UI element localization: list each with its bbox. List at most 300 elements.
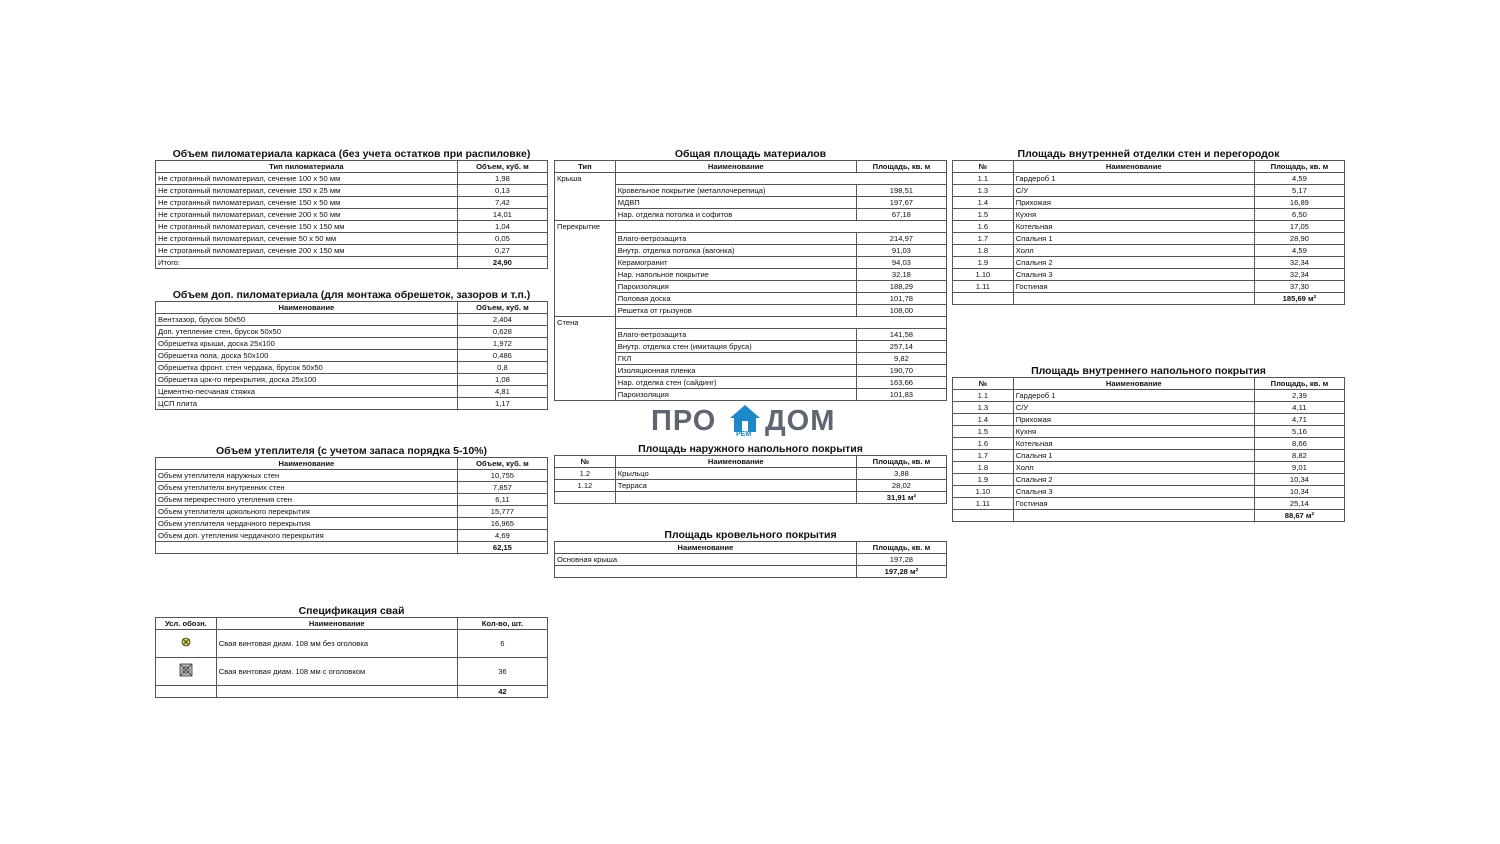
row-name: МДВП [615, 197, 856, 209]
col-type-header: Тип [555, 161, 616, 173]
group-spacer [555, 353, 616, 365]
row-number: 1.1 [953, 173, 1014, 185]
row-name: Обрешетка пола, доска 50х100 [156, 350, 458, 362]
table-row [156, 221, 548, 233]
pile-name: Свая винтовая диам. 108 мм без оголовка [216, 630, 457, 658]
row-value: 4,59 [1254, 173, 1344, 185]
row-name: С/У [1013, 185, 1254, 197]
group-spacer [555, 257, 616, 269]
col-name-header: Наименование [555, 542, 857, 554]
row-name: Внутр. отделка стен (имитация бруса) [615, 341, 856, 353]
materials-title: Общая площадь материалов [674, 148, 827, 160]
row-name: Гардероб 1 [1013, 173, 1254, 185]
row-value: 28,02 [856, 480, 946, 492]
frame-lumber-block [155, 148, 548, 269]
total-value: 31,91 м² [856, 492, 946, 504]
row-name: Основная крыша [555, 554, 857, 566]
row-number: 1.8 [953, 245, 1014, 257]
col-area-header: Площадь, кв. м [1254, 161, 1344, 173]
row-name: Объем утеплителя внутренних стен [156, 482, 458, 494]
row-name: Гардероб 1 [1013, 390, 1254, 402]
row-number: 1.6 [953, 221, 1014, 233]
row-name: Не строганный пиломатериал, сечение 150 х 25 мм [156, 185, 458, 197]
row-value: 91,03 [856, 245, 946, 257]
table-row [555, 281, 947, 293]
table-row [555, 293, 947, 305]
row-value: 197,67 [856, 197, 946, 209]
col-name-header: Наименование [156, 302, 458, 314]
table-row [953, 498, 1345, 510]
row-value: 7,42 [457, 197, 547, 209]
row-number: 1.2 [555, 468, 616, 480]
logo-text-left: ПРО [651, 405, 717, 437]
row-number: 1.9 [953, 474, 1014, 486]
row-value: 197,28 [856, 554, 946, 566]
col-symbol-header: Усл. обозн. [156, 618, 217, 630]
table-row [156, 374, 548, 386]
row-value: 8,66 [1254, 438, 1344, 450]
row-value: 4,81 [457, 386, 547, 398]
row-name: ЦСП плита [156, 398, 458, 410]
col-volume-header: Объем, куб. м [457, 302, 547, 314]
row-name: Решетка от грызунов [615, 305, 856, 317]
group-name: Стена [555, 317, 616, 329]
col-name-header: Наименование [156, 458, 458, 470]
row-name: Холл [1013, 462, 1254, 474]
table-row [156, 658, 548, 686]
interior-walls-title: Площадь внутренней отделки стен и перегородок [1017, 148, 1280, 160]
table-row [555, 185, 947, 197]
extra-lumber-title: Объем доп. пиломатериала (для монтажа обрешеток, зазоров и т.п.) [172, 289, 531, 301]
total-label-empty [156, 542, 458, 554]
group-spacer [555, 389, 616, 401]
empty-cell [615, 221, 856, 233]
group-spacer [555, 185, 616, 197]
row-name: С/У [1013, 402, 1254, 414]
row-number: 1.8 [953, 462, 1014, 474]
row-name: Нар. отделка стен (сайдинг) [615, 377, 856, 389]
row-number: 1.10 [953, 486, 1014, 498]
group-name: Перекрытие [555, 221, 616, 233]
pile-no-cap-symbol [156, 630, 217, 658]
row-name: Пароизоляция [615, 281, 856, 293]
row-number: 1.7 [953, 450, 1014, 462]
table-row [953, 438, 1345, 450]
row-number: 1.4 [953, 197, 1014, 209]
row-value: 257,14 [856, 341, 946, 353]
row-value: 10,34 [1254, 474, 1344, 486]
row-value: 9,82 [856, 353, 946, 365]
group-spacer [555, 197, 616, 209]
group-spacer [555, 281, 616, 293]
extra-lumber-block [155, 289, 548, 410]
row-value: 4,69 [457, 530, 547, 542]
total-label: Итого: [156, 257, 458, 269]
table-row [555, 389, 947, 401]
col-number-header: № [953, 378, 1014, 390]
row-value: 2,39 [1254, 390, 1344, 402]
row-name: Котельная [1013, 221, 1254, 233]
prodom-logo [651, 404, 851, 442]
row-name: Спальня 3 [1013, 486, 1254, 498]
row-number: 1.10 [953, 269, 1014, 281]
pile-square-icon [179, 663, 193, 677]
row-value: 0,8 [457, 362, 547, 374]
table-row [953, 233, 1345, 245]
materials-table [554, 160, 947, 401]
table-row [156, 494, 548, 506]
row-name: Пароизоляция [615, 389, 856, 401]
roofing-title: Площадь кровельного покрытия [664, 529, 837, 541]
total-value: 24,90 [457, 257, 547, 269]
group-spacer [555, 245, 616, 257]
table-row [156, 506, 548, 518]
table-row [156, 314, 548, 326]
empty-cell [1013, 293, 1254, 305]
pile-name: Свая винтовая диам. 108 мм с оголовком [216, 658, 457, 686]
table-row [156, 233, 548, 245]
row-name: Объем утеплителя цокольного перекрытия [156, 506, 458, 518]
group-row [555, 317, 947, 329]
table-row [555, 341, 947, 353]
table-row [555, 329, 947, 341]
table-row [953, 185, 1345, 197]
row-name: Не строганный пиломатериал, сечение 50 х 50 мм [156, 233, 458, 245]
empty-cell [856, 173, 946, 185]
row-name: Вентзазор, брусок 50х50 [156, 314, 458, 326]
row-value: 10,755 [457, 470, 547, 482]
table-row [555, 365, 947, 377]
interior-walls-table [952, 160, 1345, 305]
group-row [555, 173, 947, 185]
table-row [953, 402, 1345, 414]
row-name: ГКЛ [615, 353, 856, 365]
row-value: 5,16 [1254, 426, 1344, 438]
col-name-header: Наименование [1013, 378, 1254, 390]
frame-lumber-title: Объем пиломатериала каркаса (без учета остатков при распиловке) [172, 148, 531, 160]
row-name: Влаго-ветрозащита [615, 329, 856, 341]
row-value: 198,51 [856, 185, 946, 197]
table-row-total [156, 686, 548, 698]
table-row [555, 257, 947, 269]
table-row [953, 245, 1345, 257]
row-name: Кровельное покрытие (металлочерепица) [615, 185, 856, 197]
total-value: 88,67 м² [1254, 510, 1344, 522]
row-name: Гостиная [1013, 281, 1254, 293]
table-row [156, 209, 548, 221]
row-value: 101,78 [856, 293, 946, 305]
row-value: 0,05 [457, 233, 547, 245]
row-name: Влаго-ветрозащита [615, 233, 856, 245]
row-name: Изоляционная пленка [615, 365, 856, 377]
row-number: 1.4 [953, 414, 1014, 426]
row-name: Не строганный пиломатериал, сечение 200 х 50 мм [156, 209, 458, 221]
table-row [555, 233, 947, 245]
table-row [156, 362, 548, 374]
pile-qty: 36 [457, 658, 547, 686]
group-spacer [555, 305, 616, 317]
table-row [156, 386, 548, 398]
row-value: 101,83 [856, 389, 946, 401]
row-name: Прихожая [1013, 197, 1254, 209]
row-name: Холл [1013, 245, 1254, 257]
table-row [953, 474, 1345, 486]
row-name: Спальня 3 [1013, 269, 1254, 281]
row-value: 1,17 [457, 398, 547, 410]
row-value: 94,03 [856, 257, 946, 269]
col-name-header: Наименование [1013, 161, 1254, 173]
row-number: 1.11 [953, 281, 1014, 293]
row-number: 1.3 [953, 402, 1014, 414]
row-value: 188,29 [856, 281, 946, 293]
table-row [156, 530, 548, 542]
empty-cell [615, 317, 856, 329]
empty-cell [156, 686, 217, 698]
row-value: 32,34 [1254, 269, 1344, 281]
row-number: 1.5 [953, 209, 1014, 221]
insulation-block [155, 445, 548, 554]
table-row [953, 450, 1345, 462]
row-name: Не строганный пиломатериал, сечение 200 х 150 мм [156, 245, 458, 257]
table-row [953, 257, 1345, 269]
table-row [156, 338, 548, 350]
empty-cell [555, 492, 616, 504]
row-name: Доп. утепление стен, брусок 50х50 [156, 326, 458, 338]
col-qty-header: Кол-во, шт. [457, 618, 547, 630]
col-volume-header: Объем, куб. м [457, 458, 547, 470]
row-name: Не строганный пиломатериал, сечение 150 х 50 мм [156, 197, 458, 209]
row-value: 108,00 [856, 305, 946, 317]
row-name: Половая доска [615, 293, 856, 305]
insulation-table [155, 457, 548, 554]
col-volume-header: Объем, куб. м [457, 161, 547, 173]
pile-qty: 6 [457, 630, 547, 658]
row-value: 7,857 [457, 482, 547, 494]
pile-cap-symbol [156, 658, 217, 686]
row-value: 0,486 [457, 350, 547, 362]
frame-lumber-table [155, 160, 548, 269]
col-area-header: Площадь, кв. м [856, 161, 946, 173]
table-row [953, 269, 1345, 281]
pile-circle-icon [181, 637, 191, 647]
row-value: 17,05 [1254, 221, 1344, 233]
empty-cell [216, 686, 457, 698]
row-name: Гостиная [1013, 498, 1254, 510]
row-value: 1,08 [457, 374, 547, 386]
row-name: Не строганный пиломатериал, сечение 100 х 50 мм [156, 173, 458, 185]
extra-lumber-table [155, 301, 548, 410]
empty-cell [856, 221, 946, 233]
row-name: Керамогранит [615, 257, 856, 269]
row-name: Обрешетка фронт. стен чердака, брусок 50х50 [156, 362, 458, 374]
table-row [953, 221, 1345, 233]
row-value: 0,27 [457, 245, 547, 257]
row-value: 0,628 [457, 326, 547, 338]
logo-text-right: ДОМ [765, 405, 836, 437]
empty-cell [953, 510, 1014, 522]
table-row [953, 486, 1345, 498]
table-row [953, 414, 1345, 426]
row-value: 6,50 [1254, 209, 1344, 221]
table-row [156, 185, 548, 197]
table-row [555, 480, 947, 492]
row-name: Спальня 1 [1013, 450, 1254, 462]
empty-cell [615, 173, 856, 185]
row-value: 8,82 [1254, 450, 1344, 462]
table-row [156, 482, 548, 494]
table-row [156, 630, 548, 658]
row-value: 9,01 [1254, 462, 1344, 474]
total-value: 197,28 м² [856, 566, 946, 578]
row-name: Объем утеплителя наружных стен [156, 470, 458, 482]
total-value: 42 [457, 686, 547, 698]
roofing-table [554, 541, 947, 578]
insulation-title: Объем утеплителя (с учетом запаса порядка 5-10%) [215, 445, 488, 457]
row-value: 190,70 [856, 365, 946, 377]
total-value: 185,69 м² [1254, 293, 1344, 305]
row-number: 1.9 [953, 257, 1014, 269]
house-icon [729, 404, 761, 434]
row-name: Спальня 1 [1013, 233, 1254, 245]
row-name: Обрешетка цок-го перекрытия, доска 25х100 [156, 374, 458, 386]
row-value: 32,34 [1254, 257, 1344, 269]
row-name: Не строганный пиломатериал, сечение 150 х 150 мм [156, 221, 458, 233]
group-spacer [555, 341, 616, 353]
group-name: Крыша [555, 173, 616, 185]
table-row [156, 518, 548, 530]
row-number: 1.11 [953, 498, 1014, 510]
row-value: 2,404 [457, 314, 547, 326]
group-spacer [555, 269, 616, 281]
row-name: Спальня 2 [1013, 474, 1254, 486]
col-number-header: № [953, 161, 1014, 173]
piles-table [155, 617, 548, 698]
row-value: 4,59 [1254, 245, 1344, 257]
exterior-floor-table [554, 455, 947, 504]
row-value: 163,66 [856, 377, 946, 389]
group-spacer [555, 377, 616, 389]
materials-block [554, 148, 947, 401]
table-row [156, 173, 548, 185]
col-number-header: № [555, 456, 616, 468]
row-value: 67,18 [856, 209, 946, 221]
table-row [555, 209, 947, 221]
row-value: 14,01 [457, 209, 547, 221]
row-number: 1.12 [555, 480, 616, 492]
row-value: 16,89 [1254, 197, 1344, 209]
row-value: 4,71 [1254, 414, 1344, 426]
row-name: Цементно-песчаная стяжка [156, 386, 458, 398]
row-name: Нар. напольное покрытие [615, 269, 856, 281]
col-type-header: Тип пиломатериала [156, 161, 458, 173]
col-name-header: Наименование [216, 618, 457, 630]
row-value: 1,98 [457, 173, 547, 185]
row-value: 16,965 [457, 518, 547, 530]
table-row [953, 173, 1345, 185]
table-row [555, 245, 947, 257]
row-number: 1.7 [953, 233, 1014, 245]
empty-cell [856, 317, 946, 329]
table-row [156, 197, 548, 209]
col-name-header: Наименование [615, 456, 856, 468]
row-name: Котельная [1013, 438, 1254, 450]
col-area-header: Площадь, кв. м [1254, 378, 1344, 390]
table-row [555, 353, 947, 365]
row-value: 37,30 [1254, 281, 1344, 293]
row-value: 141,58 [856, 329, 946, 341]
interior-floor-title: Площадь внутреннего напольного покрытия [1031, 365, 1266, 377]
group-spacer [555, 329, 616, 341]
row-value: 3,88 [856, 468, 946, 480]
row-value: 5,17 [1254, 185, 1344, 197]
exterior-floor-title: Площадь наружного напольного покрытия [638, 443, 863, 455]
row-name: Внутр. отделка потолка (вагонка) [615, 245, 856, 257]
col-name-header: Наименование [615, 161, 856, 173]
group-row [555, 221, 947, 233]
group-spacer [555, 233, 616, 245]
row-value: 32,18 [856, 269, 946, 281]
col-area-header: Площадь, кв. м [856, 456, 946, 468]
row-number: 1.5 [953, 426, 1014, 438]
group-spacer [555, 209, 616, 221]
piles-title: Спецификация свай [298, 605, 405, 617]
table-row [953, 209, 1345, 221]
table-row [555, 468, 947, 480]
row-name: Спальня 2 [1013, 257, 1254, 269]
empty-cell [615, 492, 856, 504]
row-value: 25,14 [1254, 498, 1344, 510]
table-row [953, 281, 1345, 293]
row-name: Кухня [1013, 209, 1254, 221]
table-row [953, 390, 1345, 402]
group-spacer [555, 365, 616, 377]
table-row [555, 269, 947, 281]
table-row [156, 326, 548, 338]
empty-cell [555, 566, 857, 578]
table-row [953, 197, 1345, 209]
piles-block [155, 605, 548, 698]
roofing-block [554, 529, 947, 578]
row-name: Объем перекрестного утепления стен [156, 494, 458, 506]
row-value: 6,11 [457, 494, 547, 506]
row-value: 214,97 [856, 233, 946, 245]
table-row [555, 305, 947, 317]
empty-cell [953, 293, 1014, 305]
table-row [156, 350, 548, 362]
table-row [555, 197, 947, 209]
col-area-header: Площадь, кв. м [856, 542, 946, 554]
interior-floor-table [952, 377, 1345, 522]
table-row [156, 398, 548, 410]
row-value: 15,777 [457, 506, 547, 518]
row-value: 4,11 [1254, 402, 1344, 414]
row-name: Нар. отделка потолка и софитов [615, 209, 856, 221]
total-value: 62,15 [457, 542, 547, 554]
row-name: Обрешетка крыши, доска 25х100 [156, 338, 458, 350]
table-row [555, 554, 947, 566]
row-value: 10,34 [1254, 486, 1344, 498]
group-spacer [555, 293, 616, 305]
row-number: 1.1 [953, 390, 1014, 402]
row-number: 1.3 [953, 185, 1014, 197]
interior-walls-block [952, 148, 1345, 305]
row-value: 0,13 [457, 185, 547, 197]
table-row [953, 462, 1345, 474]
row-name: Кухня [1013, 426, 1254, 438]
empty-cell [1013, 510, 1254, 522]
table-row [156, 470, 548, 482]
row-value: 28,90 [1254, 233, 1344, 245]
